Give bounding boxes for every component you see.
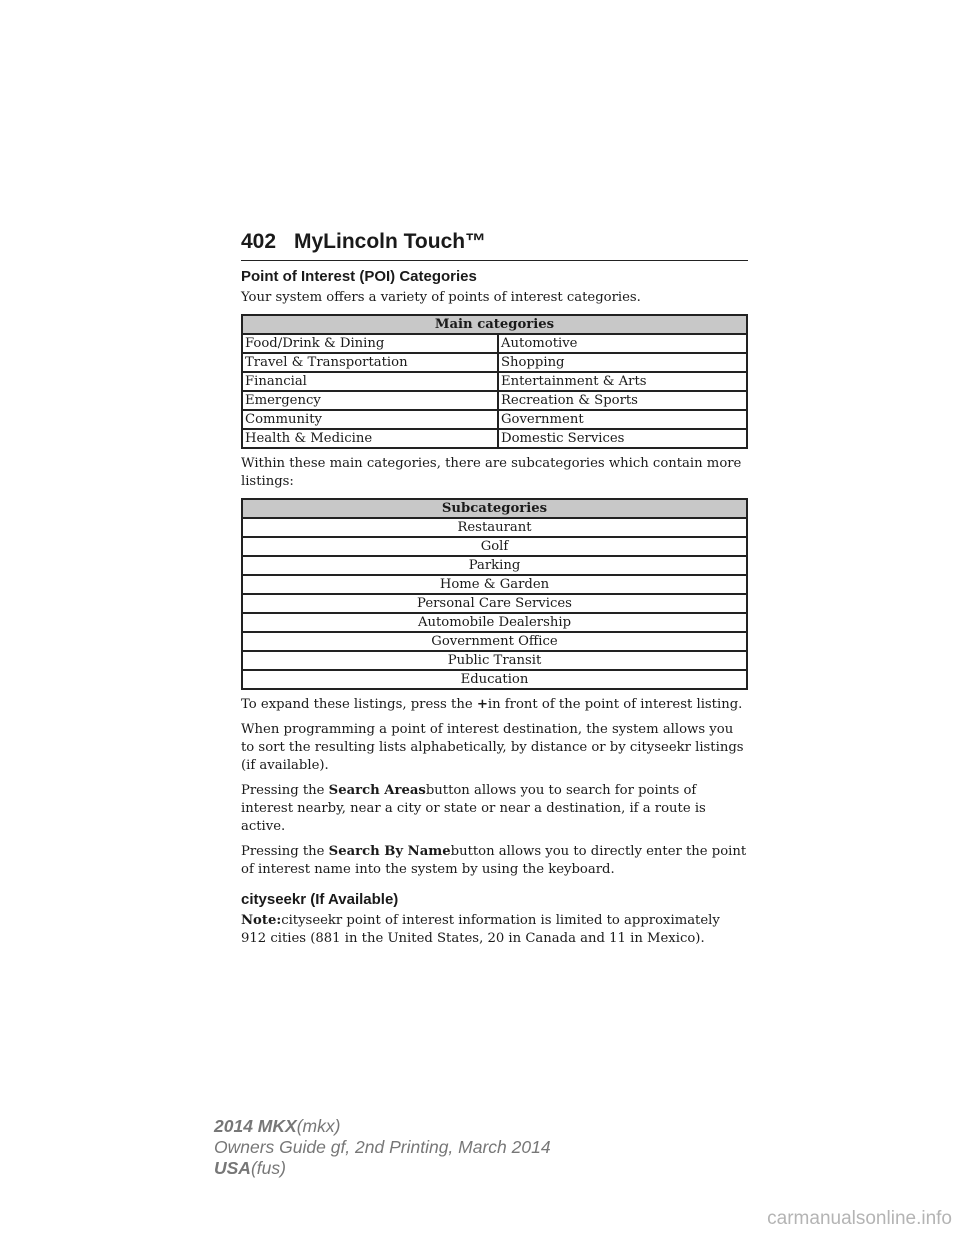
table-row <box>242 353 747 372</box>
table-cell: Automobile Dealership <box>242 613 747 632</box>
footer-market-code: (fus) <box>250 1158 286 1178</box>
table-row <box>242 594 747 613</box>
table-row <box>242 575 747 594</box>
search-by-name-paragraph <box>241 843 748 879</box>
section-heading-cityseekr: cityseekr (If Available) <box>241 891 399 908</box>
table-cell: Domestic Services <box>498 429 747 448</box>
table-cell: Community <box>242 410 498 429</box>
table-cell: Personal Care Services <box>242 594 747 613</box>
table-cell: Automotive <box>498 334 747 353</box>
footer-market: USA <box>214 1158 251 1178</box>
table-cell: Entertainment & Arts <box>498 372 747 391</box>
search-areas-term: Search Areas <box>328 783 426 798</box>
table-cell: Restaurant <box>242 518 747 537</box>
plus-symbol: + <box>476 697 488 712</box>
search-name-text-before: Pressing the <box>241 844 325 859</box>
footer-model-code: (mkx) <box>296 1116 341 1136</box>
table-row <box>242 391 747 410</box>
page-body <box>241 268 748 955</box>
table-row <box>242 556 747 575</box>
table-cell: Emergency <box>242 391 498 410</box>
expand-text-after: in front of the point of interest listing. <box>487 697 743 712</box>
table-cell: Government <box>498 410 747 429</box>
table-cell: Financial <box>242 372 498 391</box>
table-cell: Food/Drink & Dining <box>242 334 498 353</box>
footer-model: 2014 MKX <box>214 1116 297 1136</box>
footer-line-1 <box>214 1116 551 1137</box>
page-footer <box>214 1116 551 1179</box>
table-cell: Golf <box>242 537 747 556</box>
search-by-name-term: Search By Name <box>328 844 451 859</box>
search-name-text-after: button allows you to directly enter the point of interest name into the system by using the keyboard. <box>241 844 747 877</box>
subcategory-intro: Within these main categories, there are subcategories which contain more listings: <box>241 456 742 489</box>
table-cell: Public Transit <box>242 651 747 670</box>
search-areas-text-before: Pressing the <box>241 783 325 798</box>
table-cell: Government Office <box>242 632 747 651</box>
table-cell: Recreation & Sports <box>498 391 747 410</box>
note-text: cityseekr point of interest information is limited to approximately 912 cities (881 in the United States, 20 in Canada and 11 in Mexico). <box>241 913 720 946</box>
intro-paragraph: Your system offers a variety of points of interest categories. <box>241 290 641 305</box>
sort-paragraph: When programming a point of interest destination, the system allows you to sort the resulting lists alphabetically, by distance or by cityseekr listings (if available). <box>241 722 744 773</box>
page-header <box>241 228 748 261</box>
subcategories-header: Subcategories <box>242 499 747 518</box>
table-row <box>242 518 747 537</box>
table-row <box>242 613 747 632</box>
table-cell: Travel & Transportation <box>242 353 498 372</box>
chapter-title: MyLincoln Touch™ <box>294 230 487 253</box>
expand-paragraph <box>241 696 748 714</box>
footer-line-2: Owners Guide gf, 2nd Printing, March 2014 <box>214 1137 551 1157</box>
table-row <box>242 410 747 429</box>
search-areas-text-after: button allows you to search for points of interest nearby, near a city or state or near a destination, if a route is active. <box>241 783 706 834</box>
subcategories-table <box>241 498 748 690</box>
search-areas-paragraph <box>241 782 748 836</box>
section-heading-poi: Point of Interest (POI) Categories <box>241 268 477 285</box>
table-cell: Health & Medicine <box>242 429 498 448</box>
table-cell: Education <box>242 670 747 689</box>
note-label: Note: <box>241 913 282 928</box>
page-number: 402 <box>241 230 277 253</box>
expand-text-before: To expand these listings, press the <box>241 697 473 712</box>
table-row <box>242 537 747 556</box>
watermark: carmanualsonline.info <box>767 1208 952 1229</box>
note-paragraph <box>241 912 748 948</box>
table-row <box>242 334 747 353</box>
main-categories-table <box>241 314 748 449</box>
footer-line-3 <box>214 1158 551 1179</box>
table-row <box>242 372 747 391</box>
table-cell: Shopping <box>498 353 747 372</box>
table-cell: Home & Garden <box>242 575 747 594</box>
table-row <box>242 429 747 448</box>
main-categories-header: Main categories <box>242 315 747 334</box>
table-row <box>242 651 747 670</box>
table-row <box>242 670 747 689</box>
table-row <box>242 632 747 651</box>
table-cell: Parking <box>242 556 747 575</box>
